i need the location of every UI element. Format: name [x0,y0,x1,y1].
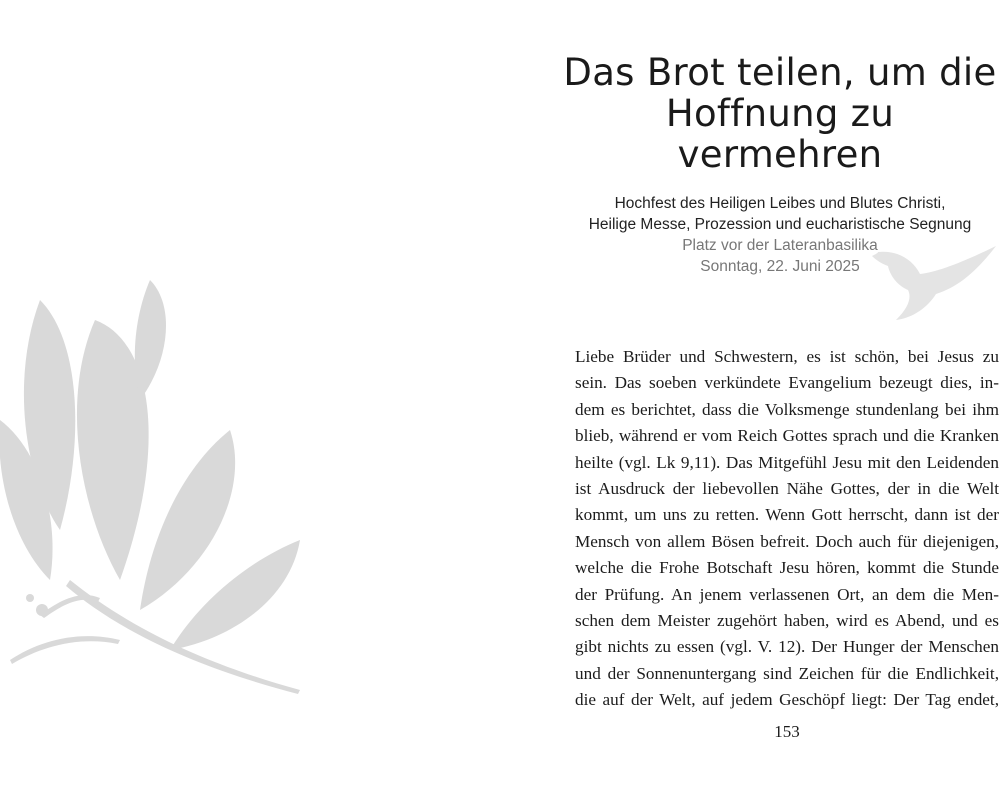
body-line: blieb, während er vom Reich Gottes sprach und die Kranken [575,426,999,446]
body-line: kommt, um uns zu retten. Wenn Gott herrscht, dann ist der [575,505,999,525]
chapter-header [560,52,1000,277]
body-line: schen dem Meister zugehört haben, wird es Abend, und es [575,610,999,630]
body-line: die auf der Welt, auf jedem Geschöpf liegt: Der Tag endet, [575,690,999,710]
body-line: gibt nichts zu essen (vgl. V. 12). Der Hunger der Menschen [575,637,999,657]
subtitle-line-2: Heilige Messe, Prozession und eucharistische Segnung [588,216,972,233]
chapter-title [560,52,1000,175]
body-line: ist Ausdruck der liebevollen Nähe Gottes, der in die Welt [575,478,999,498]
chapter-subtitle [560,193,1000,235]
page-number: 153 [774,722,800,741]
body-line: welche die Frohe Botschaft Jesu hören, kommt die Stunde [575,558,999,578]
body-line: und der Sonnenuntergang sind Zeichen für die Endlichkeit, [575,663,999,683]
subtitle-line-1: Hochfest des Heiligen Leibes und Blutes Christi, [614,195,946,212]
title-line-1: Das Brot teilen, um die [563,51,997,94]
body-line: Mensch von allem Bösen befreit. Doch auch für diejenigen, [575,531,999,551]
olive-branch-icon [0,280,310,700]
chapter-place: Platz vor der Lateranbasilika [682,237,878,254]
chapter-date: Sonntag, 22. Juni 2025 [700,258,860,275]
body-line: sein. Das soeben verkündete Evangelium bezeugt dies, in- [575,373,999,393]
body-text [575,344,999,713]
title-line-2: Hoffnung zu vermehren [665,92,895,176]
body-line: dem es berichtet, dass die Volksmenge stundenlang bei ihm [575,399,999,419]
body-line: der Prüfung. An jenem verlassenen Ort, an dem die Men- [575,584,999,604]
body-line: heilte (vgl. Lk 9,11). Das Mitgefühl Jesu mit den Leidenden [575,452,999,472]
body-line: Liebe Brüder und Schwestern, es ist schön, bei Jesus zu [575,347,999,366]
